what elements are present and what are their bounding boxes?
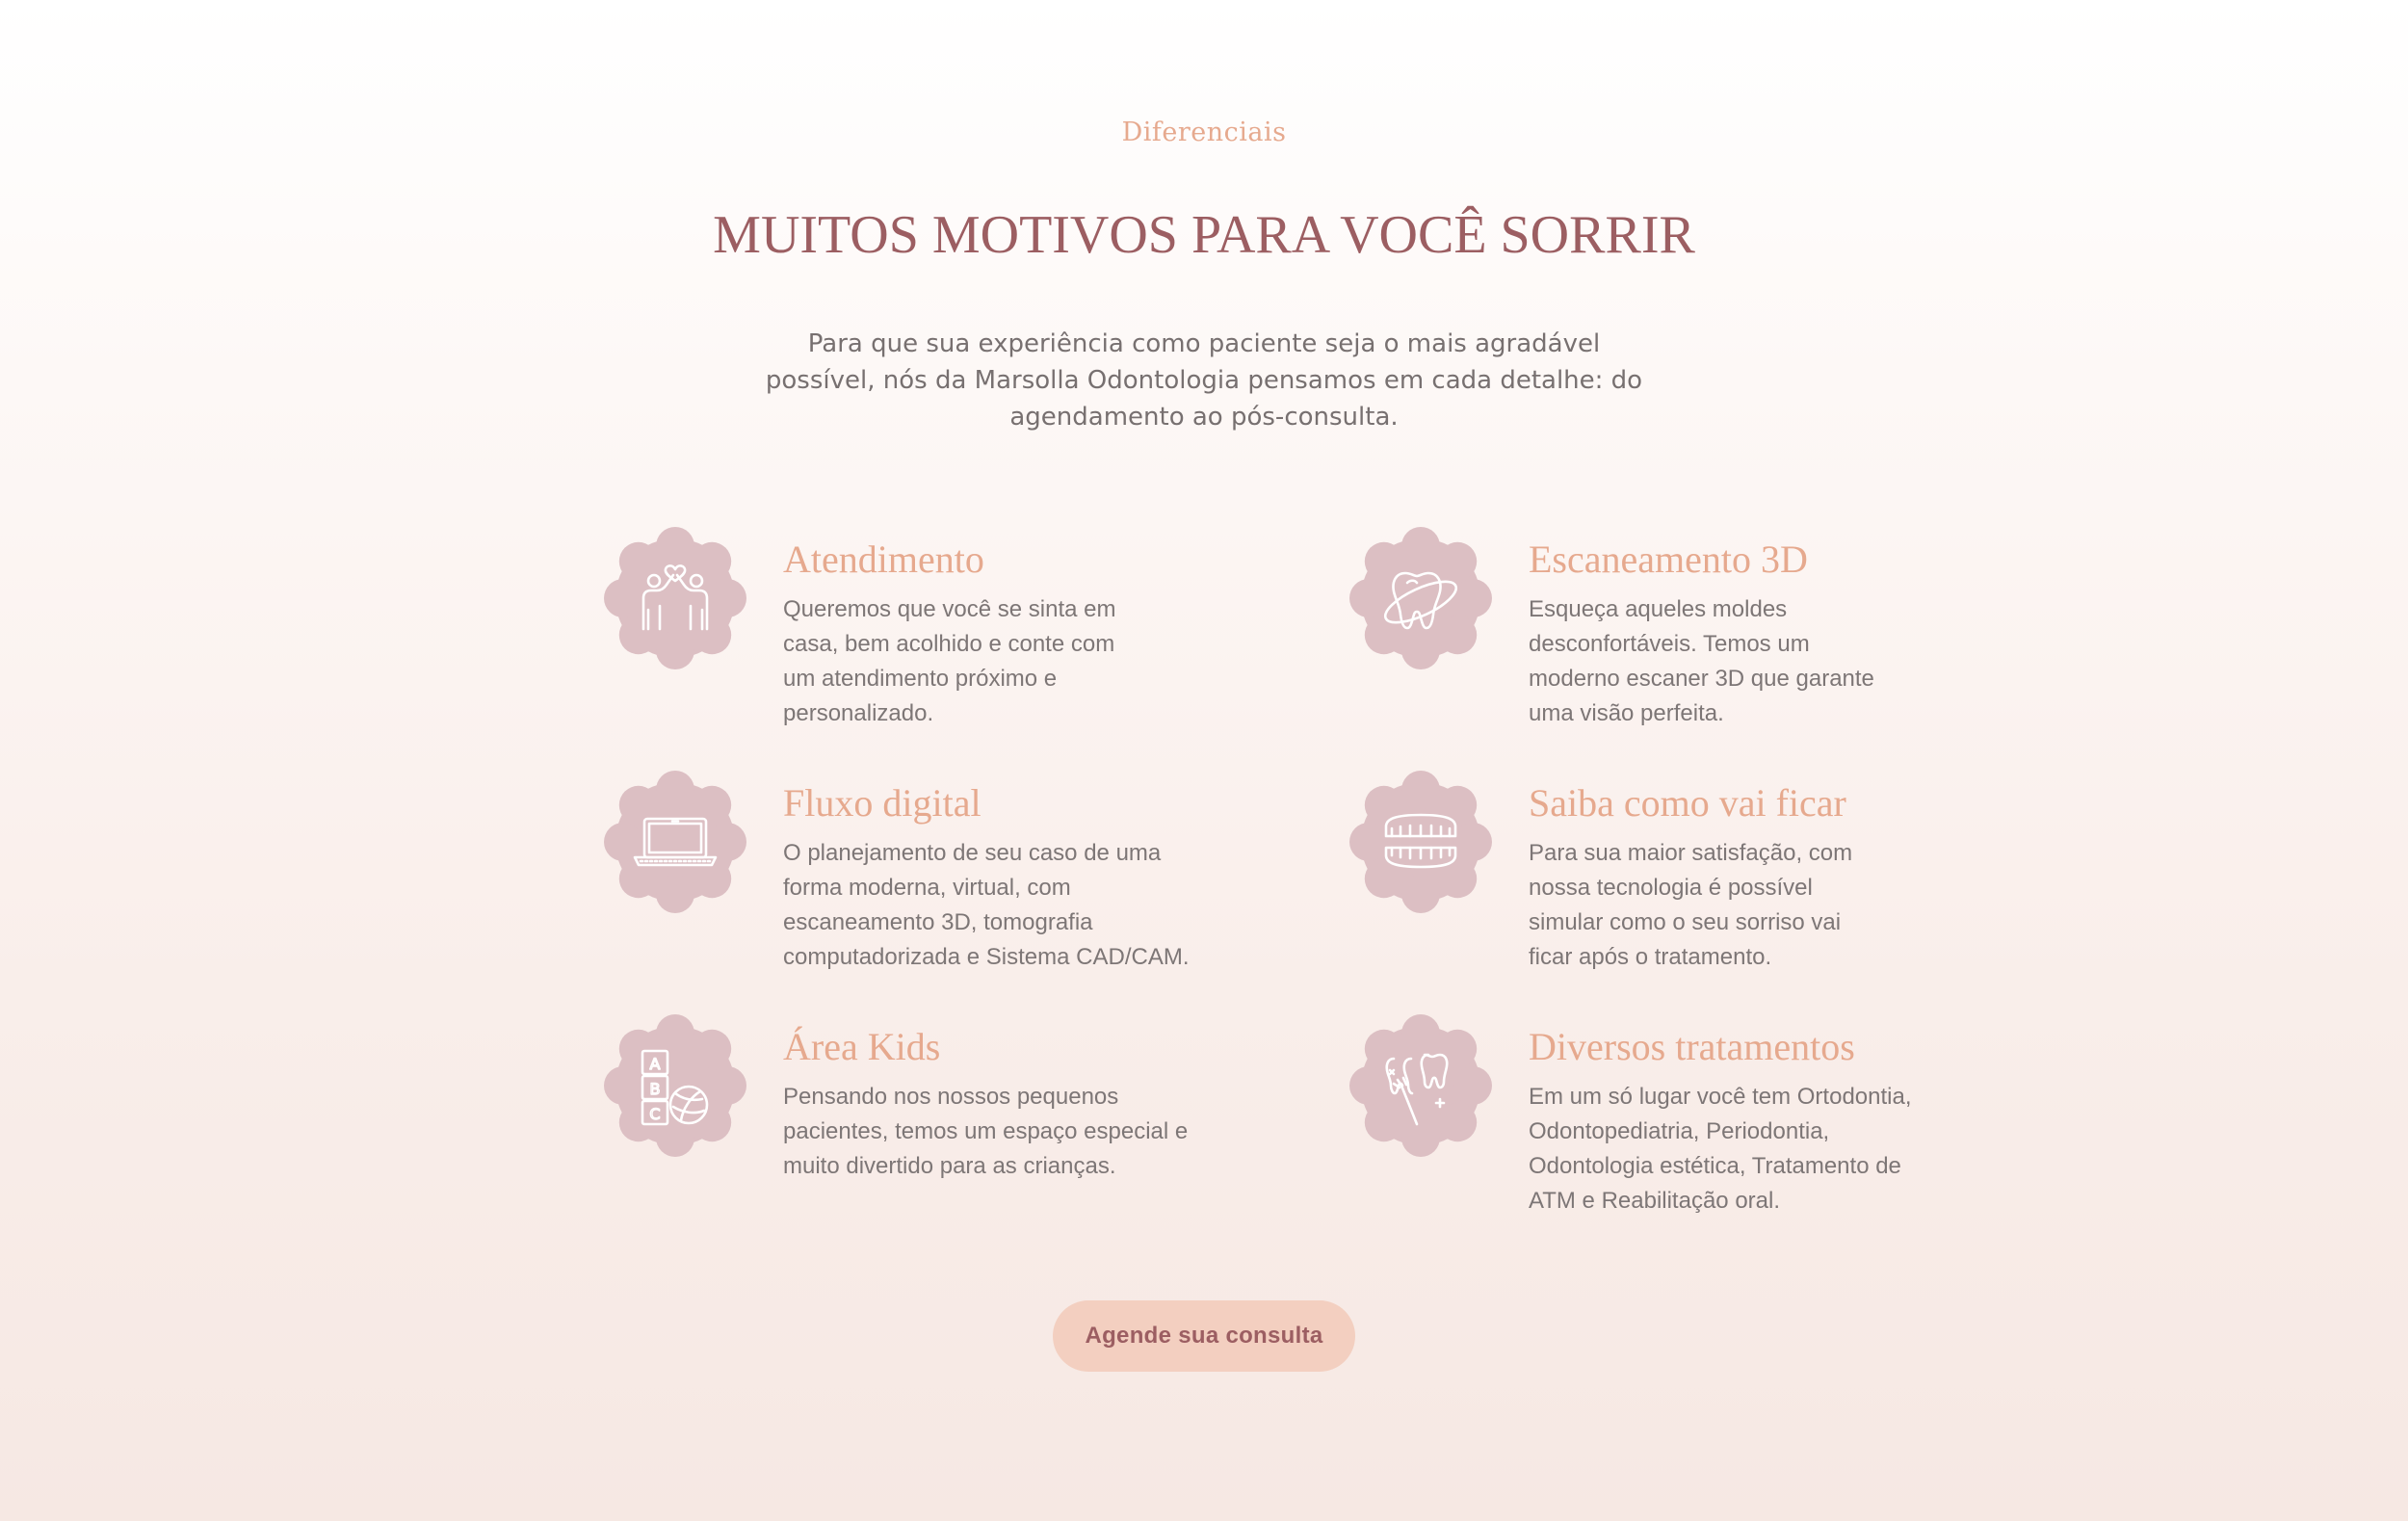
feature-badge — [602, 769, 748, 915]
section-intro: Para que sua experiência como paciente seja o mais agradável possível, nós da Marsolla Odontologia pensamos em cada detalhe: do agendamento ao pós-consulta. — [765, 329, 1643, 432]
section-title: MUITOS MOTIVOS PARA VOCÊ SORRIR — [713, 205, 1695, 265]
block-letter-a: A — [649, 1055, 661, 1073]
feature-title: Diversos tratamentos — [1529, 1025, 1855, 1068]
feature-atendimento — [602, 525, 1238, 737]
feature-title: Área Kids — [783, 1025, 941, 1068]
section-eyebrow: Diferenciais — [1121, 118, 1287, 147]
feature-description: Queremos que você se sinta em casa, bem acolhido e conte com um atendimento próximo e personalizado. — [783, 596, 1116, 726]
feature-description: Esqueça aqueles moldes desconfortáveis. Temos um moderno escaner 3D que garante uma visão perfeita. — [1529, 596, 1874, 726]
teeth-brush-icon — [1373, 1037, 1469, 1134]
feature-description: O planejamento de seu caso de uma forma moderna, virtual, com escaneamento 3D, tomografia computadorizada e Sistema CAD/CAM. — [783, 840, 1190, 970]
feature-description: Para sua maior satisfação, com nossa tecnologia é possível simular como o seu sorriso vai ficar após o tratamento. — [1529, 840, 1853, 970]
laptop-icon — [627, 794, 723, 890]
feature-title: Fluxo digital — [783, 781, 982, 825]
feature-title: Saiba como vai ficar — [1529, 781, 1846, 825]
feature-badge — [1348, 769, 1494, 915]
block-letter-c: C — [649, 1105, 661, 1123]
feature-area-kids — [602, 1012, 1238, 1224]
people-heart-icon — [627, 550, 723, 646]
block-letter-b: B — [649, 1080, 661, 1098]
feature-badge — [1348, 1012, 1494, 1159]
feature-saiba-como-vai-ficar — [1348, 769, 1983, 981]
feature-title: Escaneamento 3D — [1529, 538, 1808, 581]
tooth-scan-icon — [1373, 550, 1469, 646]
feature-badge — [1348, 525, 1494, 671]
feature-escaneamento-3d — [1348, 525, 1983, 737]
feature-description: Pensando nos nossos pequenos pacientes, temos um espaço especial e muito divertido para as crianças. — [783, 1084, 1189, 1179]
feature-badge — [602, 525, 748, 671]
feature-badge — [602, 1012, 748, 1159]
abc-blocks-icon — [627, 1037, 723, 1134]
feature-diversos-tratamentos — [1348, 1012, 1983, 1224]
feature-description: Em um só lugar você tem Ortodontia, Odontopediatria, Periodontia, Odontologia estética, Tratamento de ATM e Reabilitação oral. — [1529, 1084, 1912, 1214]
feature-title: Atendimento — [783, 538, 984, 581]
schedule-appointment-button[interactable]: Agende sua consulta — [1053, 1300, 1355, 1372]
feature-fluxo-digital — [602, 769, 1238, 981]
dentures-icon — [1373, 794, 1469, 890]
